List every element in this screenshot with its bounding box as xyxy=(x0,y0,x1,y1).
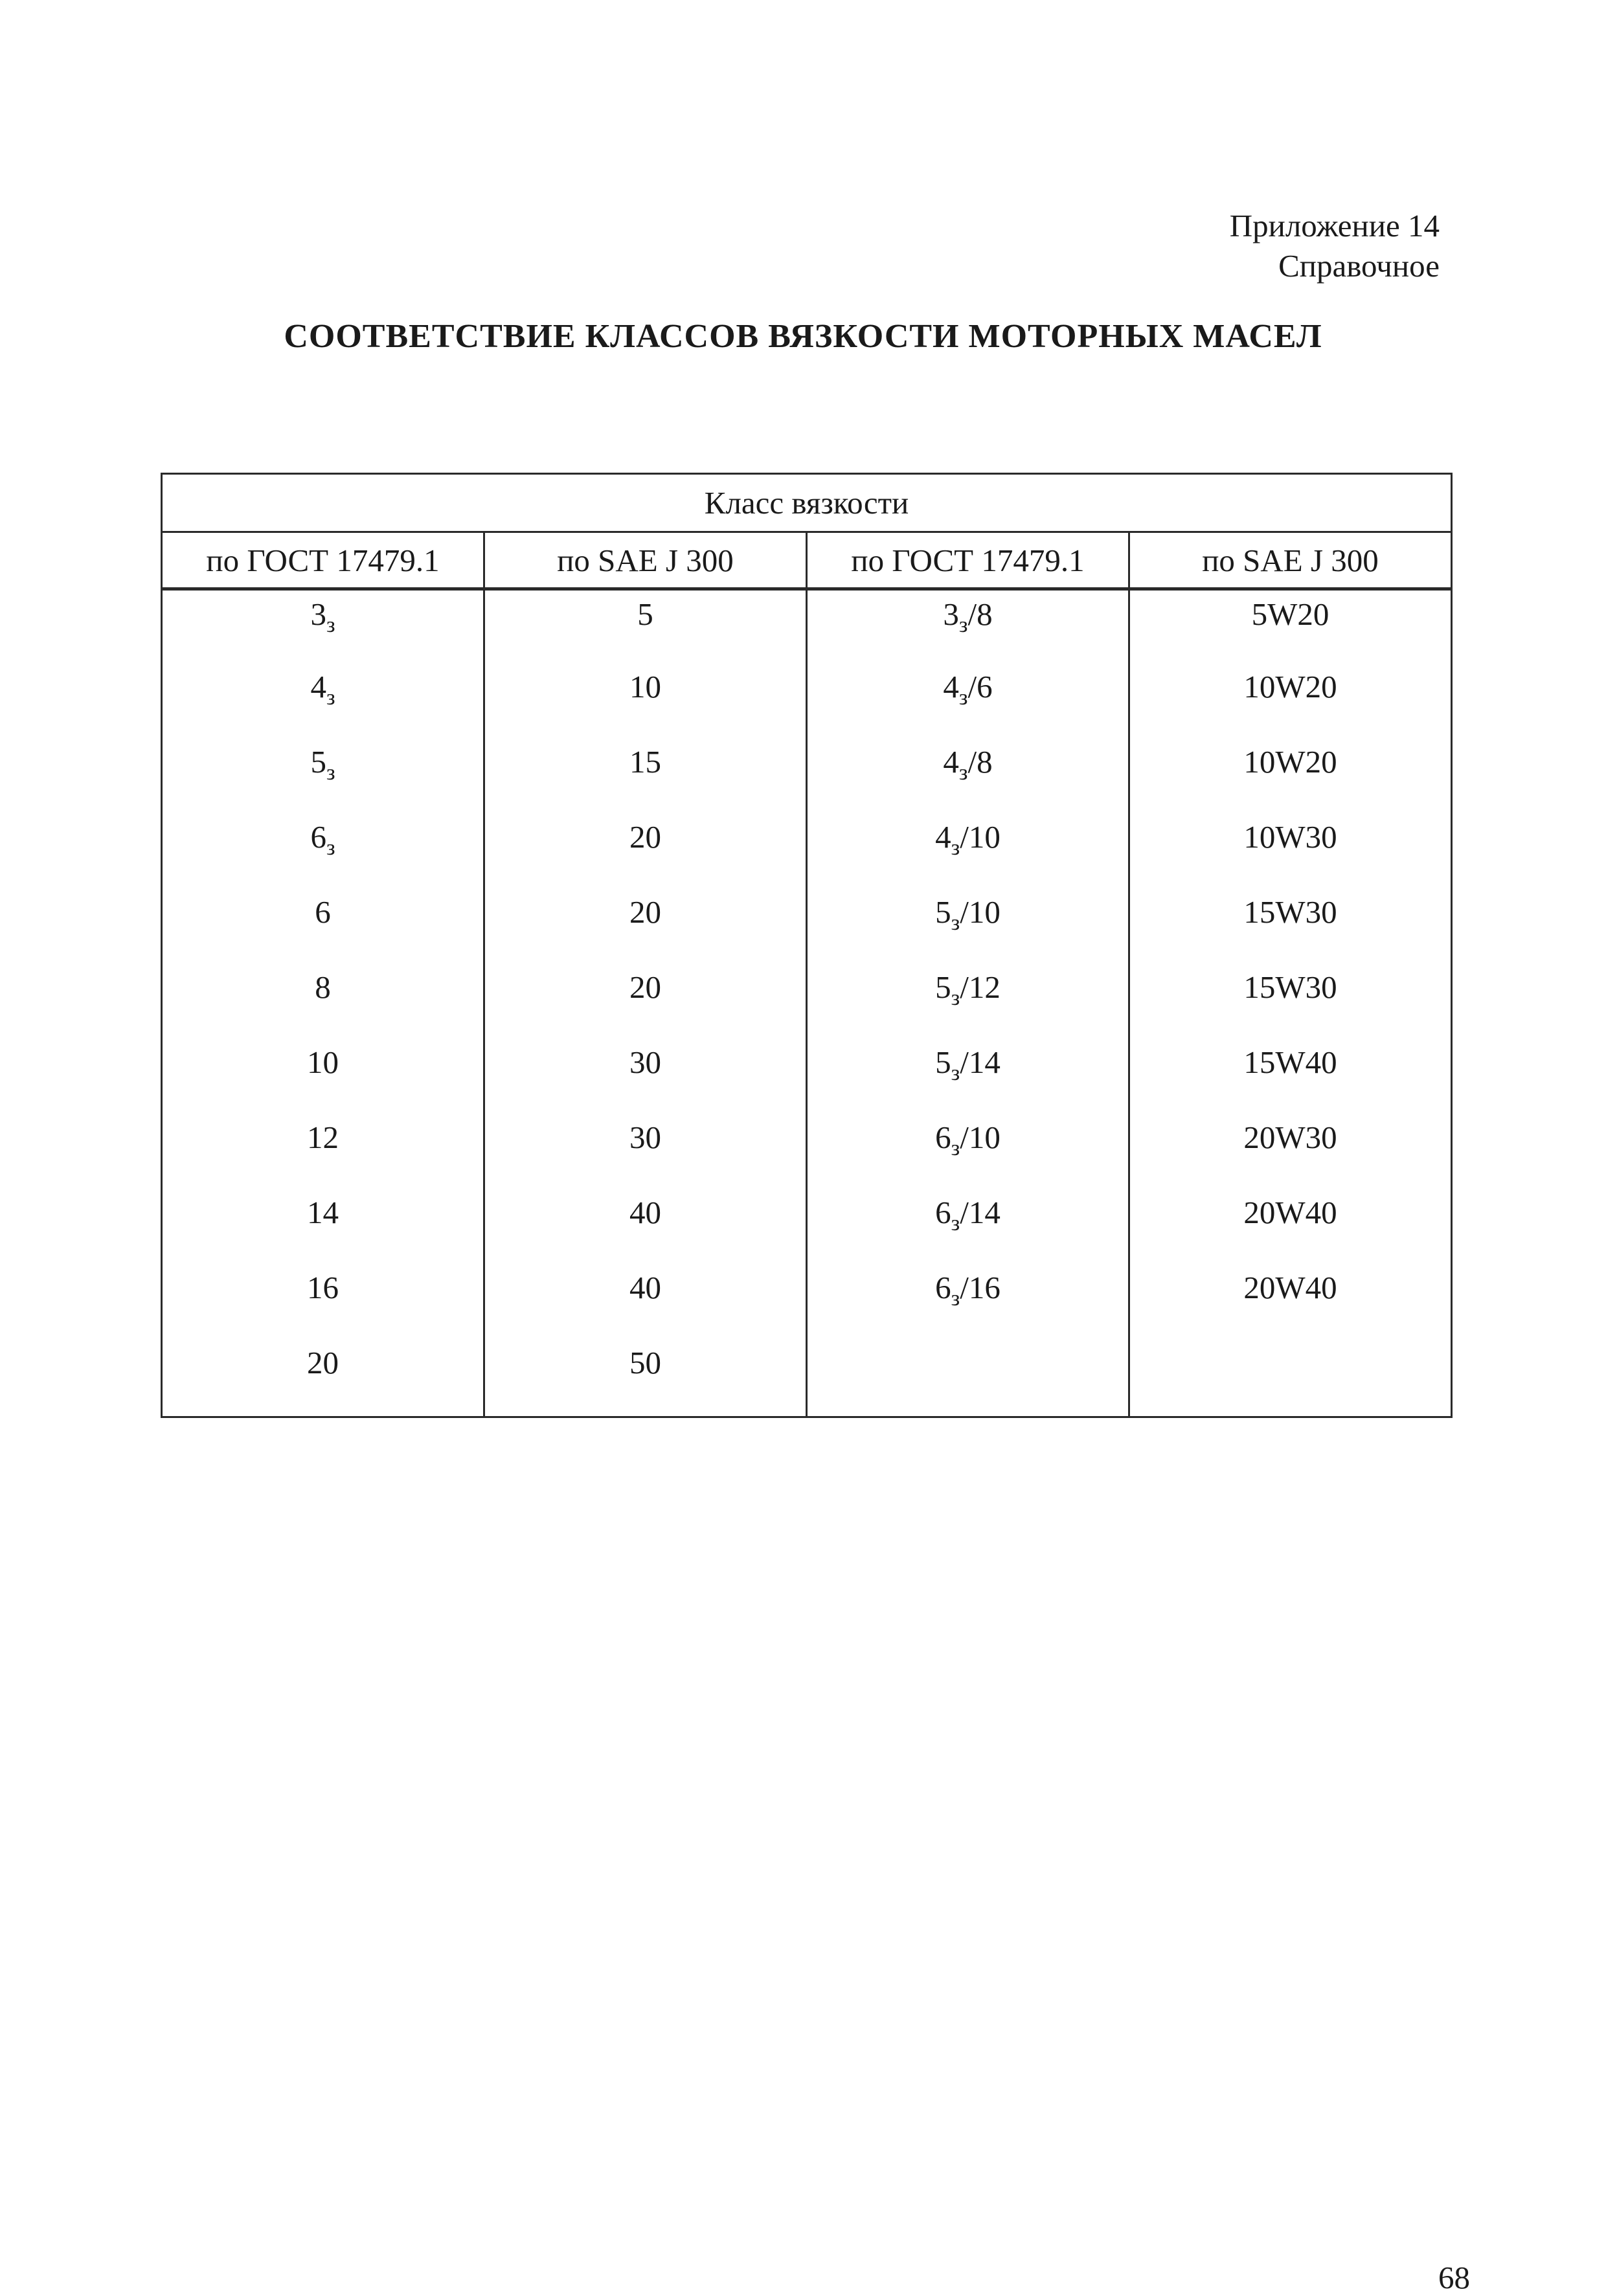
table-cell: $3_з/8$ xyxy=(807,589,1129,660)
table-cell: 40 xyxy=(484,1186,807,1261)
column-header-gost-multigrade: по ГОСТ 17479.1 xyxy=(807,532,1129,589)
table-row xyxy=(162,1261,1452,1336)
table-row xyxy=(162,811,1452,886)
appendix-type: Справочное xyxy=(1278,248,1440,284)
table-cell: $4_з/8$ xyxy=(807,736,1129,811)
table-cell: 15W30 xyxy=(1129,961,1452,1036)
table-cell: 50 xyxy=(484,1336,807,1417)
table-cell: 20 xyxy=(484,961,807,1036)
table-cell: 5 xyxy=(484,589,807,660)
column-header-sae: по SAE J 300 xyxy=(484,532,807,589)
table-cell: 10W30 xyxy=(1129,811,1452,886)
table-cell: 30 xyxy=(484,1111,807,1186)
table-cell: 30 xyxy=(484,1036,807,1111)
table-row xyxy=(162,1111,1452,1186)
appendix-number: Приложение 14 xyxy=(1229,208,1440,243)
viscosity-classes-table xyxy=(161,473,1453,1418)
page-number: 68 xyxy=(1438,2260,1470,2295)
table-cell xyxy=(807,1336,1129,1417)
table-cell: $4_з/10$ xyxy=(807,811,1129,886)
table-cell: 16 xyxy=(162,1261,484,1336)
table-row xyxy=(162,589,1452,660)
table-cell: 5W20 xyxy=(1129,589,1452,660)
table-cell: 6 xyxy=(162,886,484,961)
table-row xyxy=(162,1186,1452,1261)
table-cell: 20W30 xyxy=(1129,1111,1452,1186)
table-cell: 20W40 xyxy=(1129,1261,1452,1336)
table-cell: 10W20 xyxy=(1129,736,1452,811)
table-group-header: Класс вязкости xyxy=(162,474,1452,532)
table-cell: $3_з$ xyxy=(162,589,484,660)
document-title: СООТВЕТСТВИЕ КЛАССОВ ВЯЗКОСТИ МОТОРНЫХ МАСЕЛ xyxy=(284,318,1322,355)
table-cell: $6_з/14$ xyxy=(807,1186,1129,1261)
table-cell: $5_з/10$ xyxy=(807,886,1129,961)
table-cell: 15W40 xyxy=(1129,1036,1452,1111)
table-cell: 14 xyxy=(162,1186,484,1261)
table-cell: 20 xyxy=(484,886,807,961)
appendix-label xyxy=(1230,206,1440,286)
table-cell: 15 xyxy=(484,736,807,811)
table-cell xyxy=(1129,1336,1452,1417)
table-cell: 20 xyxy=(484,811,807,886)
viscosity-table-container xyxy=(161,473,1453,1418)
table-row xyxy=(162,1036,1452,1111)
table-cell: 12 xyxy=(162,1111,484,1186)
table-cell: $4_з/6$ xyxy=(807,660,1129,736)
table-row xyxy=(162,660,1452,736)
table-cell: 10 xyxy=(484,660,807,736)
table-cell: $5_з/12$ xyxy=(807,961,1129,1036)
table-row xyxy=(162,886,1452,961)
table-cell: 20 xyxy=(162,1336,484,1417)
table-row xyxy=(162,736,1452,811)
table-cell: $6_з/10$ xyxy=(807,1111,1129,1186)
table-cell: 15W30 xyxy=(1129,886,1452,961)
table-cell: $5_з$ xyxy=(162,736,484,811)
table-row xyxy=(162,1336,1452,1417)
table-body xyxy=(162,589,1452,1417)
table-cell: $6_з/16$ xyxy=(807,1261,1129,1336)
table-cell: 10 xyxy=(162,1036,484,1111)
table-cell: 10W20 xyxy=(1129,660,1452,736)
table-row xyxy=(162,961,1452,1036)
table-cell: 40 xyxy=(484,1261,807,1336)
table-cell: $4_з$ xyxy=(162,660,484,736)
table-cell: 8 xyxy=(162,961,484,1036)
column-header-gost: по ГОСТ 17479.1 xyxy=(162,532,484,589)
table-cell: $6_з$ xyxy=(162,811,484,886)
table-cell: $5_з/14$ xyxy=(807,1036,1129,1111)
table-cell: 20W40 xyxy=(1129,1186,1452,1261)
column-header-sae-multigrade: по SAE J 300 xyxy=(1129,532,1452,589)
